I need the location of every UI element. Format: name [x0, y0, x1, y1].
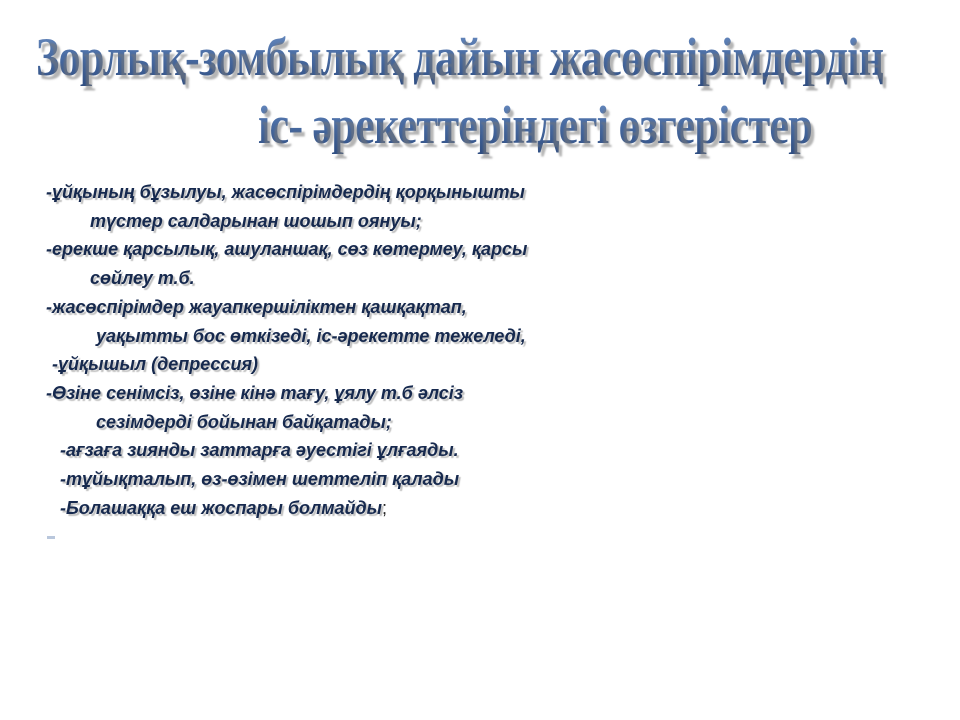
list-item: -жасөспірімдер жауапкершіліктен қашқақтап, [46, 296, 467, 317]
list-item-continuation: уақытты бос өткізеді, іс-әрекетте тежеледі, [96, 325, 526, 346]
decorative-dash [47, 536, 55, 539]
list-item: -ерекше қарсылық, ашуланшақ, сөз көтермеу, қарсы [46, 239, 528, 260]
body-text [46, 178, 746, 522]
slide-title-line-1: Зорлық-зомбылық дайын жасөспірімдердің [36, 27, 884, 87]
slide-title-line-2: іс- әрекеттеріндегі өзгерістер [258, 95, 813, 155]
list-item-continuation: түстер салдарынан шошып оянуы; [90, 210, 422, 231]
list-item-continuation: сезімдерді бойынан байқатады; [96, 411, 392, 432]
list-item: -ұйқының бұзылуы, жасөспірімдердің қорқынышты [46, 182, 525, 202]
list-item: -тұйықталып, өз-өзімен шеттеліп қалады [60, 469, 460, 490]
list-item: -ағзаға зиянды заттарға әуестігі ұлғаяды. [60, 440, 459, 461]
list-item-last-text: -Болашаққа еш жоспары болмайды [60, 497, 383, 518]
list-item-continuation: сөйлеу т.б. [90, 268, 195, 289]
list-item: -ұйқышыл (депрессия) [52, 354, 259, 375]
list-item-last-suffix: ; [382, 497, 388, 518]
list-item-last [46, 494, 746, 523]
list-item: -Өзіне сенімсіз, өзіне кінә тағу, ұялу т.б әлсіз [46, 382, 463, 403]
